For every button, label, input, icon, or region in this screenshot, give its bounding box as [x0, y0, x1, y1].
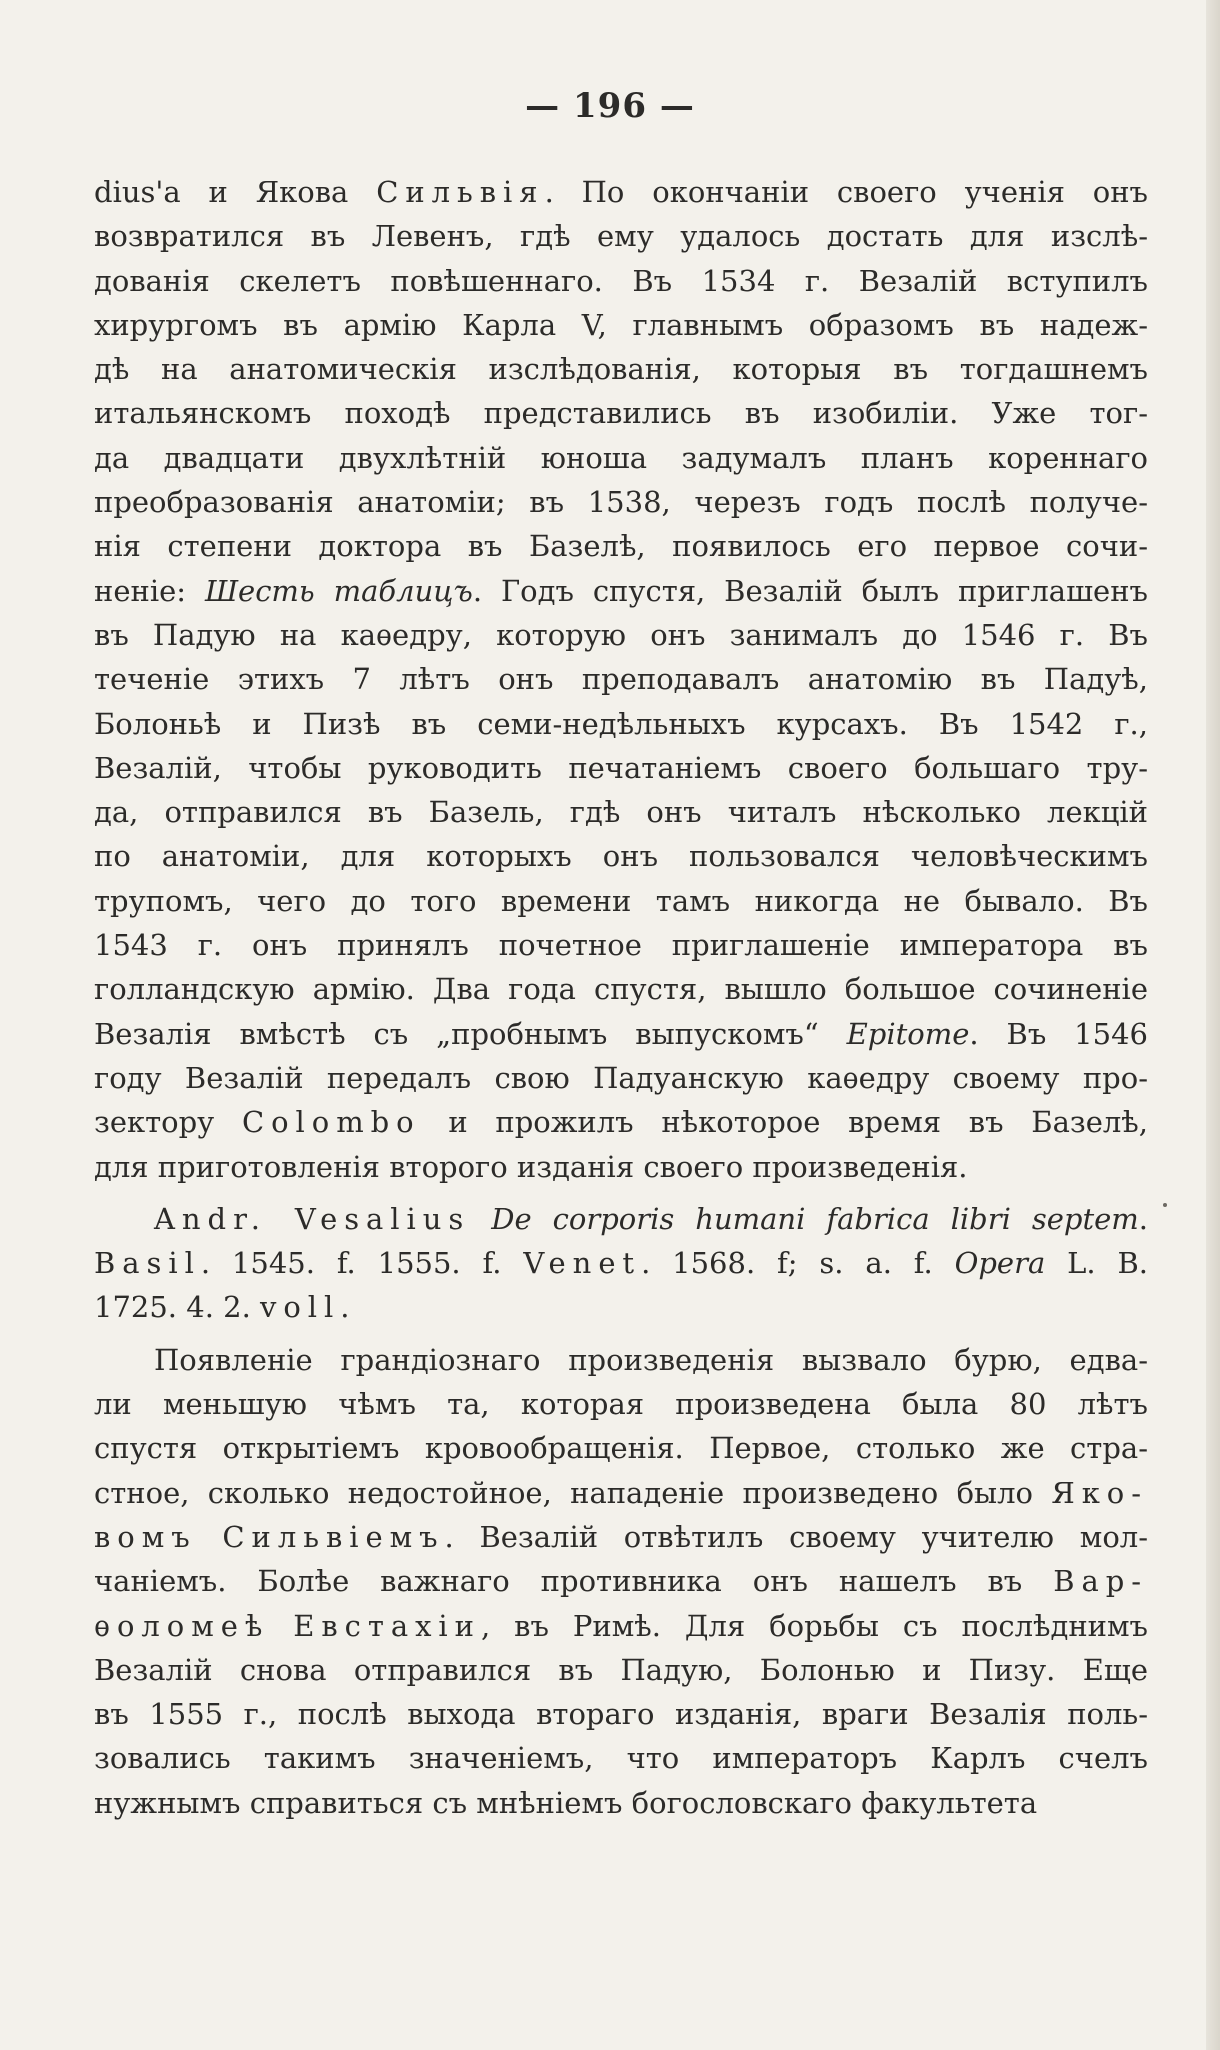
- text-line: ѳоломеѣ Евстахіи, въ Римѣ. Для борьбы съ послѣднимъ: [94, 1608, 1148, 1643]
- text-line: спустя открытіемъ кровообращенія. Первое, столько же стра-: [94, 1431, 1148, 1466]
- text-line: трупомъ, чего до того времени тамъ никогда не бывало. Въ: [94, 883, 1148, 918]
- text-line: зектору Colombo и прожилъ нѣкоторое время въ Базелѣ,: [94, 1105, 1148, 1140]
- text-line: да двадцати двухлѣтній юноша задумалъ планъ кореннаго: [94, 440, 1148, 475]
- text-line: 1543 г. онъ принялъ почетное приглашеніе императора въ: [94, 928, 1148, 963]
- text-line: dius'a и Якова Сильвія. По окончаніи своего ученія онъ: [94, 175, 1148, 209]
- text-line: голландскую армію. Два года спустя, вышло большое сочиненіе: [94, 972, 1148, 1007]
- text-line: въ Падую на каѳедру, которую онъ занималъ до 1546 г. Въ: [94, 617, 1148, 652]
- text-line: ли меньшую чѣмъ та, которая произведена была 80 лѣтъ: [94, 1387, 1148, 1422]
- text-line: итальянскомъ походѣ представились въ изобиліи. Уже тог-: [94, 396, 1148, 431]
- italic-term: Шесть таблицъ: [204, 573, 473, 608]
- spaced-name: Basil: [94, 1246, 201, 1281]
- text-line: неніе: Шесть таблицъ. Годъ спустя, Везалій былъ приглашенъ: [94, 573, 1148, 608]
- paragraph-3: [94, 1338, 1148, 1825]
- spaced-name: Вар-: [1053, 1564, 1148, 1599]
- text-line: зовались такимъ значеніемъ, что императоръ Карлъ счелъ: [94, 1741, 1148, 1776]
- page-number: — 196 —: [525, 86, 695, 126]
- text-line: году Везалій передалъ свою Падуанскую каѳедру своему про-: [94, 1060, 1148, 1095]
- text-line: хирургомъ въ армію Карла V, главнымъ образомъ въ надеж-: [94, 307, 1148, 342]
- spaced-name: voll: [260, 1290, 341, 1325]
- spaced-name: вомъ: [94, 1519, 197, 1554]
- text-line: по анатоміи, для которыхъ онъ пользовался человѣческимъ: [94, 839, 1148, 874]
- page-body: [94, 170, 1148, 1825]
- text-line: нія степени доктора въ Базелѣ, появилось его первое сочи-: [94, 529, 1148, 564]
- text-line: въ 1555 г., послѣ выхода втораго изданія, враги Везалія поль-: [94, 1697, 1148, 1732]
- spaced-name: Яко-: [1051, 1475, 1148, 1510]
- text-line: 1725. 4. 2. voll.: [94, 1290, 350, 1325]
- text-line: чаніемъ. Болѣе важнаго противника онъ нашелъ въ Вар-: [94, 1564, 1148, 1599]
- spaced-name: Andr. Vesalius: [154, 1201, 471, 1236]
- text-line: дѣ на анатомическія изслѣдованія, которыя въ тогдашнемъ: [94, 352, 1148, 387]
- page-gutter-shadow: [1206, 0, 1220, 2050]
- text-line: Появленіе грандіознаго произведенія вызвало бурю, едва-: [154, 1342, 1148, 1377]
- text-line: стное, сколько недостойное, нападеніе произведено было Яко-: [94, 1475, 1148, 1510]
- spaced-name: Venet: [523, 1246, 642, 1281]
- text-line: вомъ Сильвіемъ. Везалій отвѣтилъ своему учителю мол-: [94, 1519, 1148, 1554]
- spaced-name: Colombo: [241, 1105, 421, 1140]
- text-line: нужнымъ справиться съ мнѣніемъ богословскаго факультета: [94, 1785, 1038, 1820]
- text-line: преобразованія анатоміи; въ 1538, черезъ годъ послѣ получе-: [94, 485, 1148, 520]
- text-line: теченіе этихъ 7 лѣтъ онъ преподавалъ анатомію въ Падуѣ,: [94, 662, 1148, 697]
- text-line: Везалій, чтобы руководить печатаніемъ своего большаго тру-: [94, 750, 1148, 785]
- paragraph-2-bibliography: [94, 1197, 1148, 1330]
- italic-term: De corporis humani fabrica libri septem: [491, 1201, 1139, 1236]
- italic-term: Opera: [954, 1246, 1046, 1281]
- spaced-name: ѳоломеѣ: [94, 1608, 270, 1643]
- spaced-name: Сильвіемъ: [222, 1519, 445, 1554]
- text-line: дованія скелетъ повѣшеннаго. Въ 1534 г. Везалій вступилъ: [94, 263, 1148, 298]
- text-line: Andr. Vesalius De corporis humani fabrica libri septem.: [154, 1201, 1148, 1236]
- paragraph-gap: [94, 1330, 1148, 1338]
- spaced-name: Евстахіи: [293, 1608, 481, 1643]
- text-line: да, отправился въ Базель, гдѣ онъ читалъ нѣсколько лекцій: [94, 795, 1148, 830]
- spaced-name: Сильвія: [376, 175, 545, 209]
- paragraph-gap: [94, 1189, 1148, 1197]
- text-line: возвратился въ Левенъ, гдѣ ему удалось достать для изслѣ-: [94, 219, 1148, 254]
- italic-term: Epitome: [846, 1016, 970, 1051]
- text-line: Везалія вмѣстѣ съ „пробнымъ выпускомъ“ Epitome. Въ 1546: [94, 1016, 1148, 1051]
- text-line: Болоньѣ и Пизѣ въ семи-недѣльныхъ курсахъ. Въ 1542 г.,: [94, 706, 1148, 741]
- text-line: Везалій снова отправился въ Падую, Болонью и Пизу. Еще: [94, 1652, 1148, 1687]
- paragraph-1: [94, 170, 1148, 1189]
- text-line: Basil. 1545. f. 1555. f. Venet. 1568. f; s. a. f. Opera L. B.: [94, 1246, 1148, 1281]
- text-line: для приготовленія второго изданія своего произведенія.: [94, 1149, 968, 1184]
- print-speck: [1163, 1203, 1167, 1207]
